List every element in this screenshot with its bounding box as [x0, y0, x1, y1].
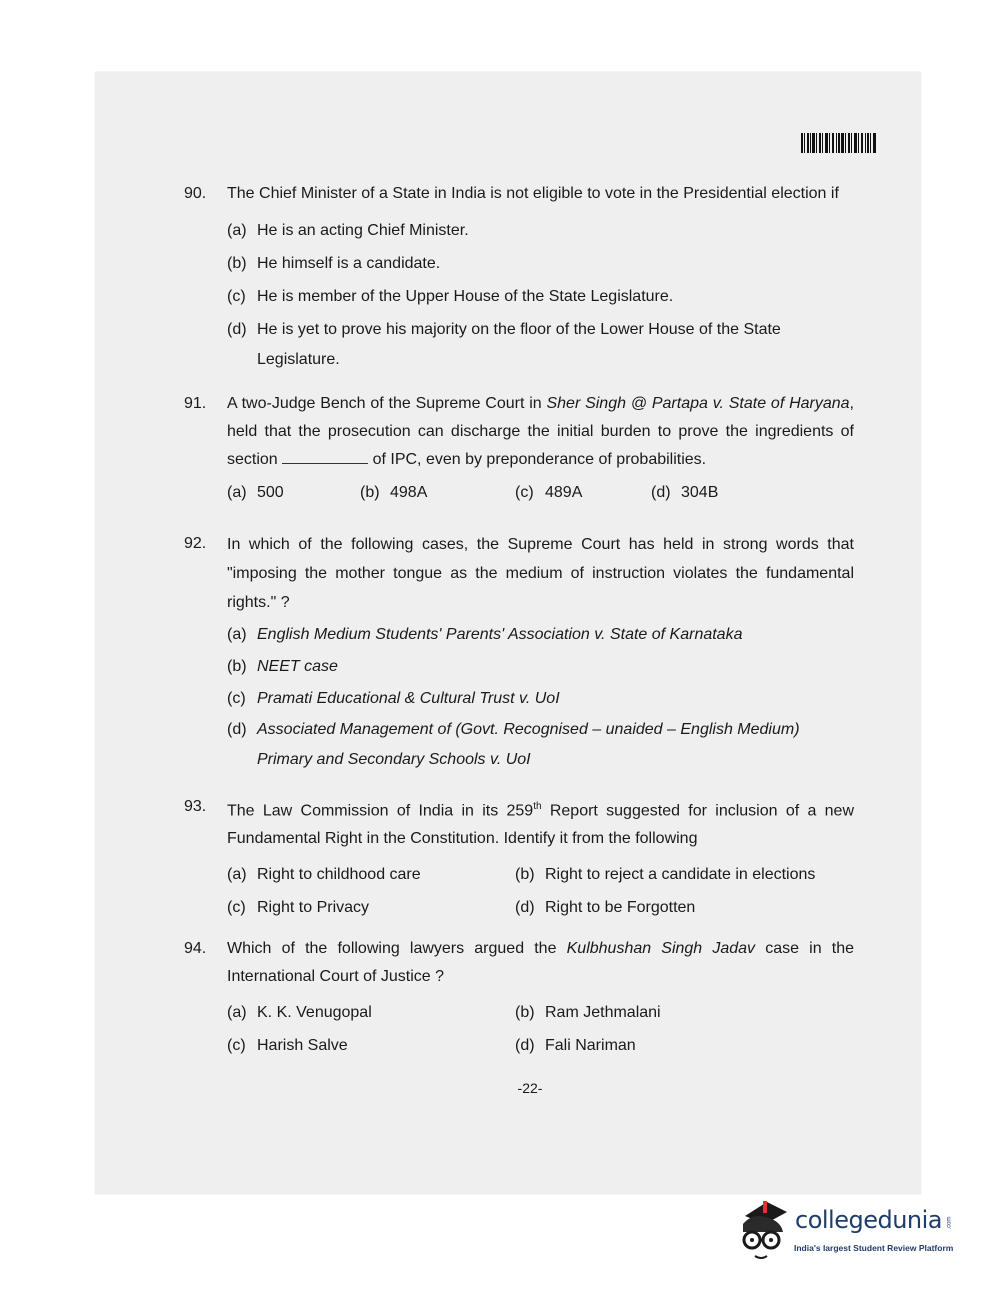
logo-brand: collegedunia: [795, 1206, 943, 1234]
option-c: (c) 489A: [515, 484, 583, 501]
collegedunia-logo[interactable]: [735, 1198, 960, 1268]
question-stem: The Law Commission of India in its 259th Report suggested for inclusion of a new Fundamental Right in the Constitution. Identify it from the following: [227, 801, 855, 848]
option-c: (c) Pramati Educational & Cultural Trust v. UoI: [227, 690, 560, 707]
question-stem: The Chief Minister of a State in India is not eligible to vote in the Presidential election if: [227, 185, 839, 202]
option-a: (a) Right to childhood care: [227, 866, 421, 884]
option-d: (d) Right to be Forgotten: [515, 899, 696, 917]
question-90: [184, 180, 854, 375]
question-93: [184, 793, 854, 924]
option-b: (b) Ram Jethmalani: [515, 1004, 661, 1021]
option-a: (a) K. K. Venugopal: [227, 1004, 372, 1021]
option-b: (b) NEET case: [227, 658, 338, 675]
option-d: (d) 304B: [651, 484, 719, 501]
question-number: 94.: [184, 940, 207, 957]
option-b: (b) Right to reject a candidate in elections: [515, 866, 816, 884]
option-a: (a) He is an acting Chief Minister.: [227, 222, 469, 239]
option-b: (b) He himself is a candidate.: [227, 255, 441, 272]
case-name: Kulbhushan Singh Jadav: [566, 940, 756, 957]
question-number: 92.: [184, 535, 207, 552]
option-d: (d) He is yet to prove his majority on the floor of the Lower House of the State Legislature.: [227, 321, 781, 368]
question-stem: Which of the following lawyers argued the Kulbhushan Singh Jadav case in the International Court of Justice ?: [227, 940, 854, 985]
answer-blank: [282, 449, 368, 464]
logo-suffix: .com: [946, 1216, 953, 1230]
question-number: 91.: [184, 395, 207, 412]
logo-tagline: India's largest Student Review Platform: [794, 1243, 954, 1253]
option-a: (a) 500: [227, 484, 284, 501]
question-stem: In which of the following cases, the Supreme Court has held in strong words that "imposing the mother tongue as the medium of instruction violates the fundamental rights." ?: [227, 536, 854, 611]
option-a: (a) English Medium Students' Parents' Association v. State of Karnataka: [227, 626, 743, 643]
option-c: (c) Right to Privacy: [227, 899, 370, 917]
case-name: Sher Singh @ Partapa v. State of Haryana: [546, 395, 850, 412]
question-94: [184, 935, 854, 1062]
question-91: [184, 390, 854, 507]
mascot-icon: [735, 1198, 795, 1268]
option-c: (c) Harish Salve: [227, 1037, 348, 1054]
page-number: -22-: [517, 1080, 543, 1096]
question-stem: A two-Judge Bench of the Supreme Court in Sher Singh @ Partapa v. State of Haryana, held that the prosecution can discharge the initial burden to prove the ingredients of section of IPC, even by preponderance of probabilities.: [227, 395, 854, 468]
option-d: (d) Associated Management of (Govt. Recognised – unaided – English Medium) Primary and Secondary Schools v. UoI: [227, 721, 800, 768]
question-92: [184, 530, 854, 775]
question-number: 90.: [184, 185, 207, 202]
barcode: [801, 133, 877, 153]
option-b: (b) 498A: [360, 484, 428, 501]
option-d: (d) Fali Nariman: [515, 1037, 636, 1054]
option-c: (c) He is member of the Upper House of the State Legislature.: [227, 288, 674, 305]
question-number: 93.: [184, 798, 207, 815]
